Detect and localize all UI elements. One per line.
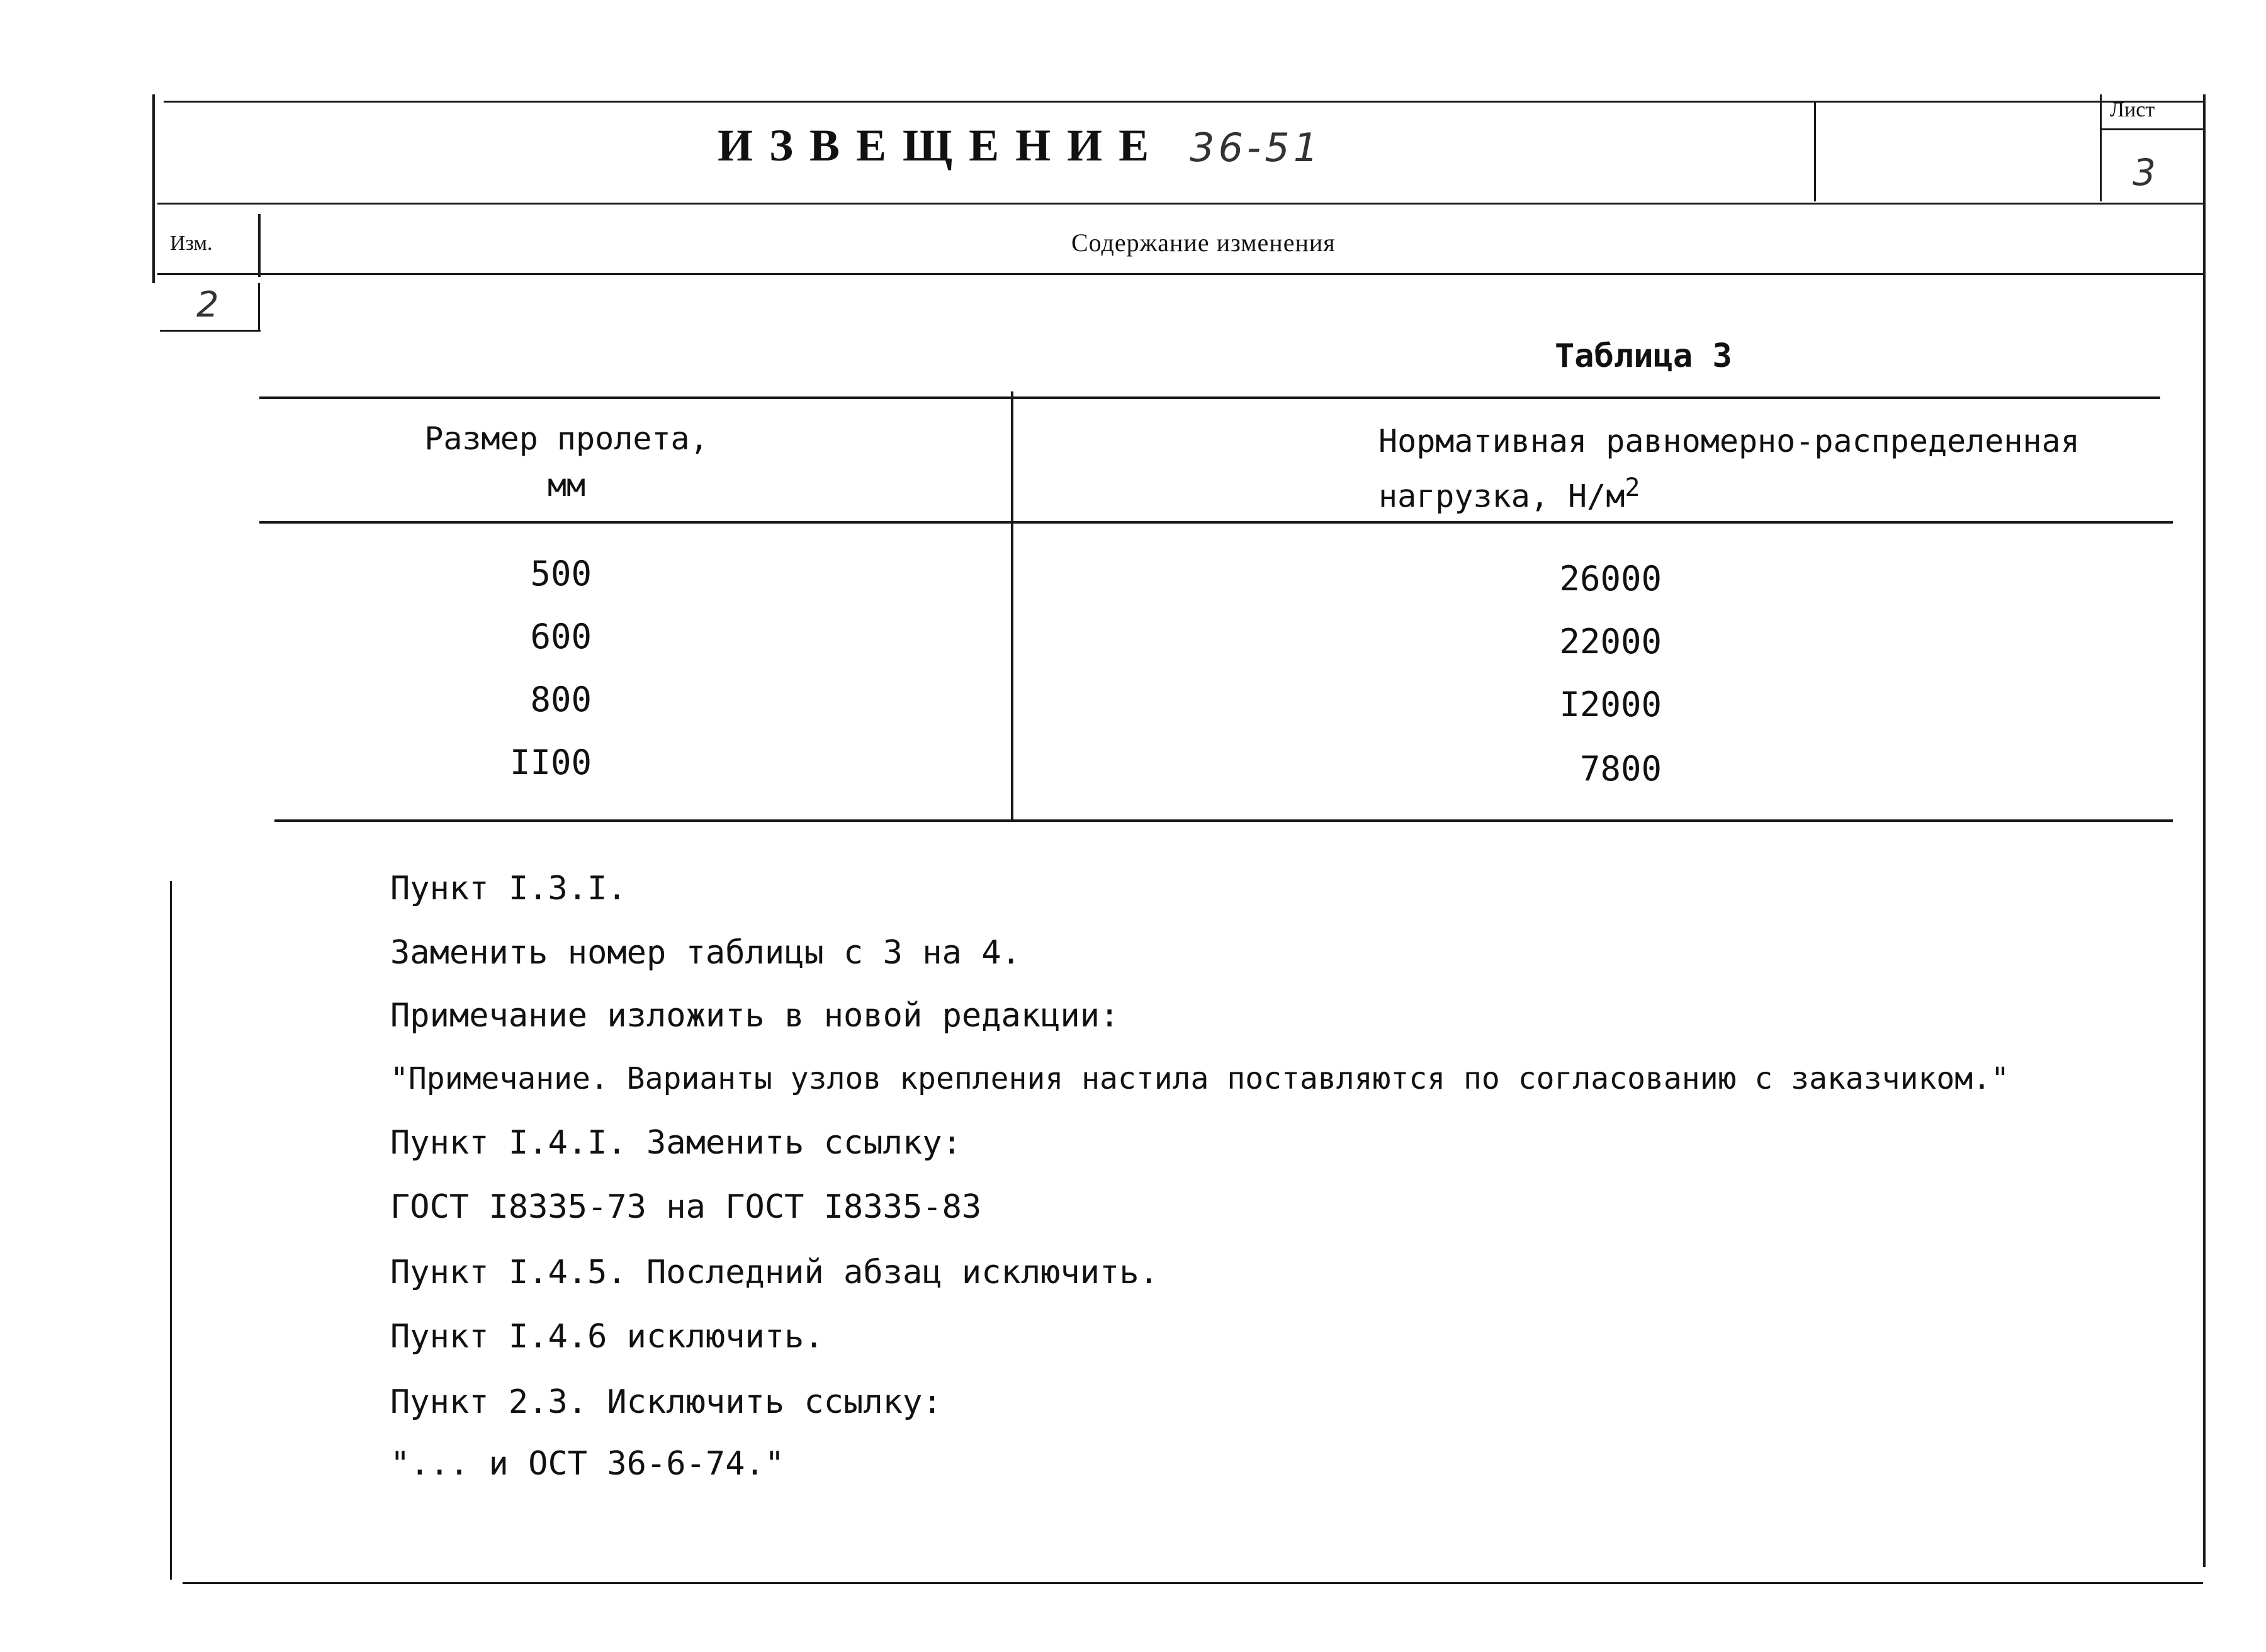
header-divider-2 — [2100, 94, 2102, 201]
table-header-span — [378, 415, 755, 509]
note-line: Пункт I.4.I. Заменить ссылку: — [390, 1124, 962, 1162]
table-header-span-line1: Размер пролета, — [424, 420, 709, 457]
frame-top-border — [164, 101, 2203, 103]
table-header-load-unit-sup: 2 — [1625, 473, 1640, 502]
note-line: "... и ОСТ 36-6-74." — [390, 1445, 785, 1483]
frame-bottom-border — [183, 1582, 2203, 1584]
table-column-divider — [1011, 391, 1013, 821]
table-header-load-line2-wrap — [1378, 464, 2197, 520]
note-line: Примечание изложить в новой редакции: — [390, 997, 1120, 1035]
table-header-load-line1: Нормативная равномерно-распределенная — [1378, 423, 2080, 459]
frame-left-border-lower — [170, 881, 172, 1580]
table-cell-load: 7800 — [1579, 749, 1662, 789]
sheet-value: 3 — [2133, 151, 2156, 194]
note-line: Пункт I.4.6 исключить. — [390, 1318, 824, 1356]
sheet-box-rule — [2100, 128, 2203, 130]
table-cell-load: 26000 — [1559, 559, 1662, 598]
table-header-span-line2: мм — [547, 467, 586, 503]
change-no-column-label: Изм. — [170, 232, 213, 255]
header-divider-1 — [1814, 101, 1816, 201]
notice-number-handwritten: 36-51 — [1190, 125, 1322, 171]
change-content-column-label: Содержание изменения — [1071, 228, 1336, 257]
notice-title: ИЗВЕЩЕНИЕ — [718, 120, 1166, 171]
izm-column-divider — [258, 214, 261, 277]
note-line: "Примечание. Варианты узлов крепления настила поставляются по согласованию с заказчиком." — [390, 1061, 2009, 1096]
izm-value-divider — [258, 283, 260, 330]
table-top-rule — [259, 396, 2160, 399]
frame-right-border — [2203, 94, 2206, 1567]
table-caption: Таблица 3 — [1555, 337, 1732, 375]
columns-header-rule — [157, 273, 2203, 275]
table-header-load — [1378, 418, 2197, 520]
table-cell-load: 22000 — [1559, 622, 1662, 661]
note-line: Пункт 2.3. Исключить ссылку: — [390, 1383, 942, 1421]
table-bottom-rule — [274, 819, 2173, 822]
table-cell-load: I2000 — [1559, 685, 1662, 724]
change-no-value: 2 — [196, 284, 219, 325]
table-cell-span: II00 — [509, 743, 592, 782]
table-cell-span: 800 — [530, 680, 592, 719]
note-line: ГОСТ I8335-73 на ГОСТ I8335-83 — [390, 1188, 982, 1226]
table-header-load-line2: нагрузка, Н/м — [1378, 478, 1625, 515]
table-header-rule — [259, 521, 2173, 524]
note-line: Заменить номер таблицы с 3 на 4. — [390, 934, 1021, 972]
sheet-label: Лист — [2110, 98, 2155, 121]
note-line: Пункт I.4.5. Последний абзац исключить. — [390, 1254, 1159, 1291]
table-cell-span: 500 — [530, 554, 592, 593]
header-bottom-rule — [157, 203, 2203, 205]
frame-left-border — [152, 94, 155, 283]
table-cell-span: 600 — [530, 617, 592, 656]
note-line: Пункт I.3.I. — [390, 870, 627, 907]
izm-value-underline — [160, 330, 261, 332]
